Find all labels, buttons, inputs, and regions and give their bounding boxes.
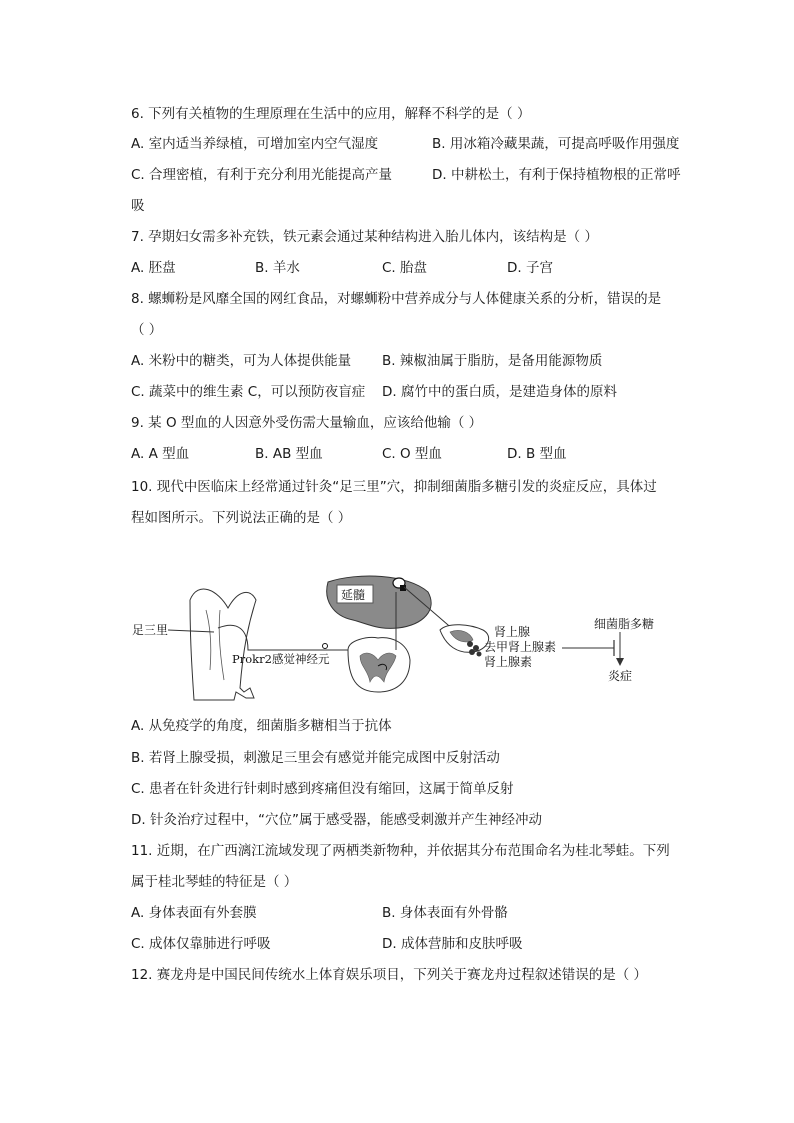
q10-stem: 10. 现代中医临床上经常通过针灸“足三里”穴，抑制细菌脂多糖引发的炎症反应，具体过 — [131, 479, 657, 495]
q12-stem: 12. 赛龙舟是中国民间传统水上体育娱乐项目，下列关于赛龙舟过程叙述错误的是（ ） — [131, 967, 648, 983]
zusanli-label: 足三里 — [132, 623, 169, 637]
q11-option-d: D. 成体营肺和皮肤呼吸 — [382, 936, 523, 952]
gland-dot-4 — [477, 652, 482, 657]
q7-stem: 7. 孕期妇女需多补充铁，铁元素会通过某种结构进入胎儿体内，该结构是（ ） — [131, 229, 598, 245]
q7-option-a: A. 胚盘 — [131, 260, 176, 276]
q11-option-a: A. 身体表面有外套膜 — [131, 905, 257, 921]
q10-option-d: D. 针灸治疗过程中，“穴位”属于感受器，能感受刺激并产生神经冲动 — [131, 812, 542, 828]
q8-option-d: D. 腐竹中的蛋白质，是建造身体的原料 — [382, 384, 617, 400]
leg-outline — [190, 589, 256, 700]
q11-option-c: C. 成体仅靠肺进行呼吸 — [131, 936, 271, 952]
q6-stem: 6. 下列有关植物的生理原理在生活中的应用，解释不科学的是（ ） — [131, 106, 531, 122]
inflammation-label: 炎症 — [608, 669, 633, 683]
q11-option-b: B. 身体表面有外骨骼 — [382, 905, 508, 921]
neuron-label: Prokr2感觉神经元 — [232, 652, 330, 666]
q8-option-c: C. 蔬菜中的维生素 C，可以预防夜盲症 — [131, 384, 366, 400]
reflex-pathway-figure — [128, 570, 688, 710]
q6-option-d-cont: 吸 — [131, 198, 145, 214]
q9-stem: 9. 某 O 型血的人因意外受伤需大量输血，应该给他输（ ） — [131, 415, 483, 431]
q9-option-c: C. O 型血 — [382, 446, 442, 462]
q10-option-c: C. 患者在针灸进行针刺时感到疼痛但没有缩回，这属于简单反射 — [131, 781, 514, 797]
q6-option-d: D. 中耕松土，有利于保持植物根的正常呼 — [432, 167, 681, 183]
leg-detail — [206, 610, 224, 680]
q7-option-d: D. 子宫 — [507, 260, 553, 276]
q9-option-b: B. AB 型血 — [255, 446, 323, 462]
q10-stem-cont: 程如图所示。下列说法正确的是（ ） — [131, 510, 352, 526]
q7-option-c: C. 胎盘 — [382, 260, 428, 276]
lps-label: 细菌脂多糖 — [594, 617, 655, 631]
epinephrine-label: 肾上腺素 — [484, 655, 533, 669]
gland-dot-1 — [467, 641, 473, 647]
q7-option-b: B. 羊水 — [255, 260, 300, 276]
q6-option-b: B. 用冰箱冷藏果蔬，可提高呼吸作用强度 — [432, 136, 680, 152]
nerve-cell-body — [323, 644, 328, 649]
q10-option-b: B. 若肾上腺受损，刺激足三里会有感觉并能完成图中反射活动 — [131, 750, 500, 766]
adrenal-label: 肾上腺 — [494, 625, 531, 639]
q6-option-c: C. 合理密植，有利于充分利用光能提高产量 — [131, 167, 393, 183]
norepinephrine-label: 去甲肾上腺素 — [484, 640, 557, 654]
q9-option-d: D. B 型血 — [507, 446, 567, 462]
gland-dot-3 — [469, 649, 475, 655]
q11-stem: 11. 近期，在广西漓江流域发现了两栖类新物种，并依据其分布范围命名为桂北琴蛙。下列 — [131, 843, 670, 859]
q10-option-a: A. 从免疫学的角度，细菌脂多糖相当于抗体 — [131, 718, 392, 734]
q9-option-a: A. A 型血 — [131, 446, 190, 462]
q11-stem-cont: 属于桂北琴蛙的特征是（ ） — [131, 874, 298, 890]
medulla-label: 延髓 — [341, 588, 366, 602]
q6-option-a: A. 室内适当养绿植，可增加室内空气湿度 — [131, 136, 379, 152]
q8-option-a: A. 米粉中的糖类，可为人体提供能量 — [131, 353, 352, 369]
lps-arrowhead — [616, 658, 624, 666]
q8-stem-cont: （ ） — [131, 322, 163, 338]
q8-option-b: B. 辣椒油属于脂肪，是备用能源物质 — [382, 353, 603, 369]
q8-stem: 8. 螺蛳粉是风靡全国的网红食品，对螺蛳粉中营养成分与人体健康关系的分析，错误的是 — [131, 291, 662, 307]
